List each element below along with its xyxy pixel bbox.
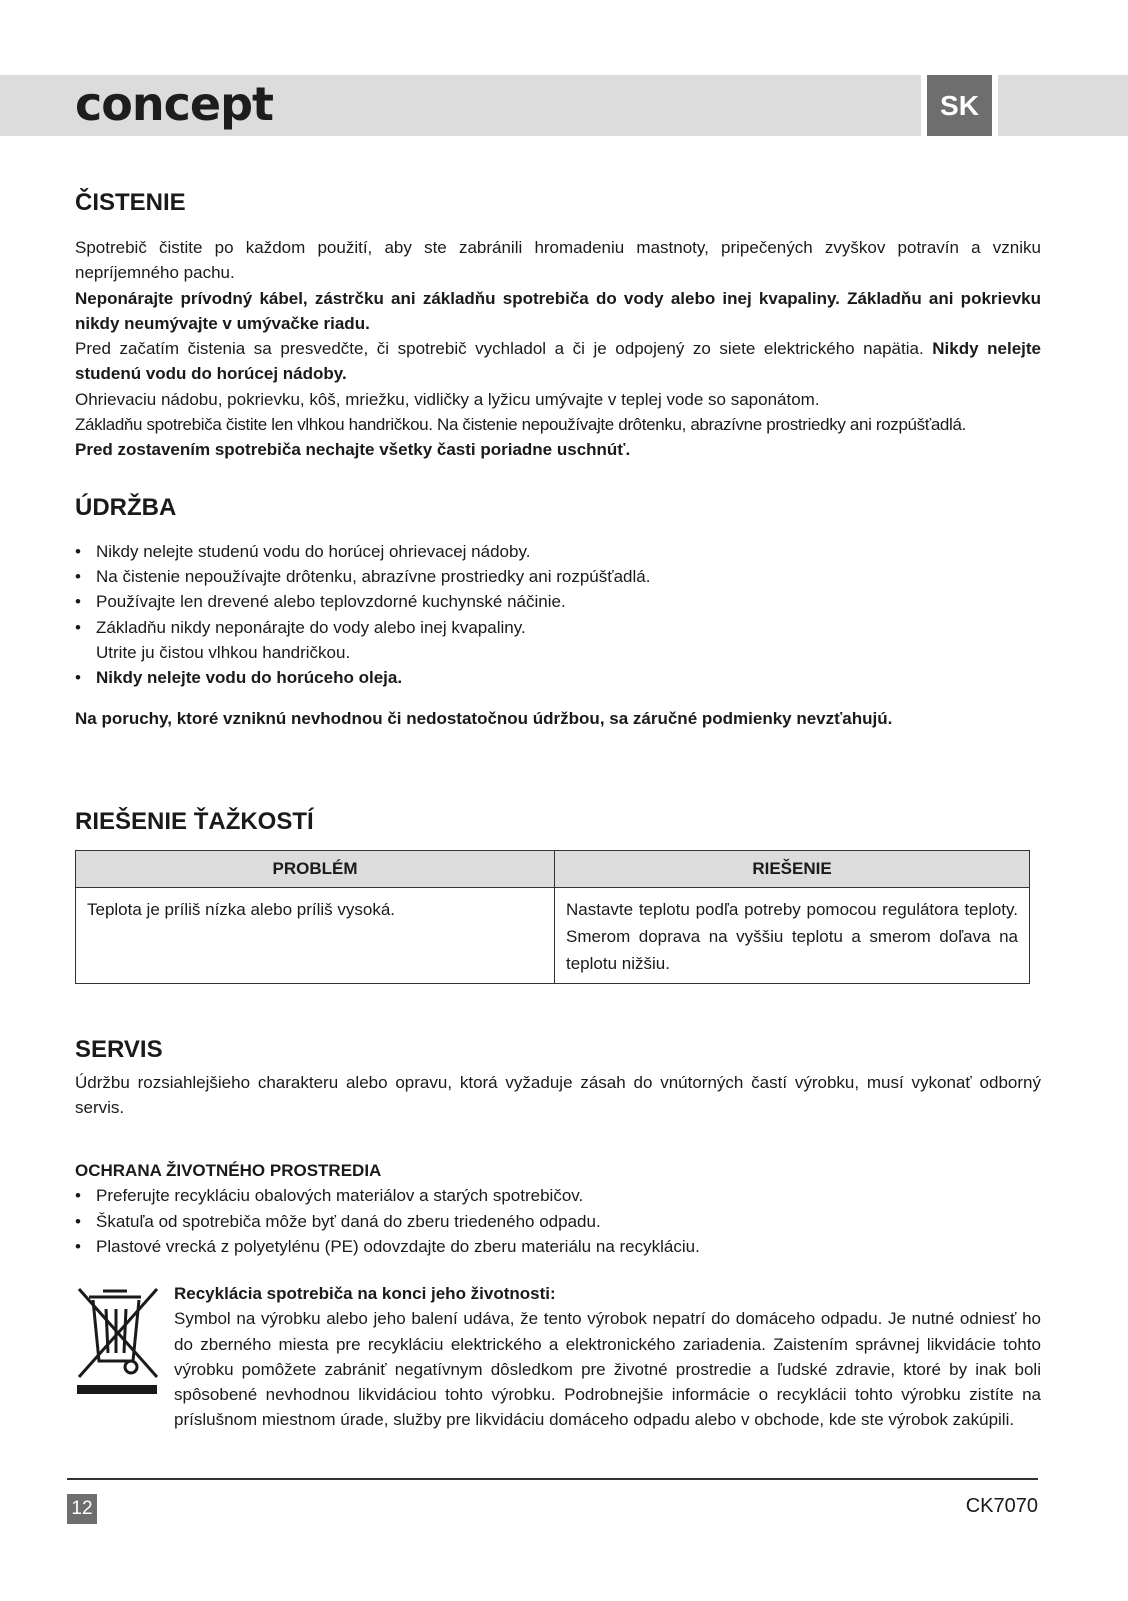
cleaning-warning-text: Pred zostavením spotrebiča nechajte všetky časti poriadne uschnúť. [75,440,631,460]
list-item-text: Nikdy nelejte vodu do horúceho oleja. [96,668,403,688]
problem-cell: Teplota je príliš nízka alebo príliš vysoká. [76,887,555,983]
cleaning-warning-text: Neponárajte prívodný kábel, zástrčku ani základňu spotrebiča do vody alebo inej kvapaliny. Základňu ani pokrievku nikdy neumývajte v umývačke riadu. [75,288,1041,333]
list-item [75,564,1041,589]
list-item [75,539,1041,564]
footer-divider [67,1478,1038,1480]
bullet-icon: • [75,1236,81,1256]
page-number: 12 [67,1494,97,1524]
list-item [75,1209,1041,1234]
table-row [76,887,1030,983]
environment-list [75,1183,1041,1259]
list-item-text: Základňu nikdy neponárajte do vody alebo inej kvapaliny. [96,617,526,637]
recycling-text-block [174,1281,1041,1432]
troubleshooting-table [75,850,1030,984]
cleaning-paragraph: Základňu spotrebiča čistite len vlhkou handričkou. Na čistenie nepoužívajte drôtenku, abrazívne prostriedky ani rozpúšťadlá. [75,415,966,435]
list-item-text: Používajte len drevené alebo teplovzdorné kuchynské náčinie. [96,592,566,612]
bullet-icon: • [75,566,81,586]
maintenance-list [75,539,1041,691]
list-item-text: Na čistenie nepoužívajte drôtenku, abrazívne prostriedky ani rozpúšťadlá. [96,566,651,586]
language-badge: SK [927,75,992,136]
list-item [75,1183,1041,1208]
cleaning-paragraph [75,336,1041,387]
service-title: SERVIS [75,1035,163,1063]
model-number: CK7070 [965,1495,1038,1517]
column-header-problem: PROBLÉM [76,850,555,887]
page-content [75,185,1041,1433]
solution-cell: Nastavte teplotu podľa potreby pomocou regulátora teploty. Smerom doprava na vyššiu teplotu a smerom doľava na teplotu nižšiu. [555,887,1030,983]
bullet-icon: • [75,1211,81,1231]
warranty-note [75,706,1041,731]
troubleshooting-section [75,804,1041,984]
maintenance-section [75,490,1041,732]
recycling-block [75,1281,1041,1432]
service-section [75,1032,1041,1121]
list-item-text: Nikdy nelejte studenú vodu do horúcej ohrievacej nádoby. [96,541,531,561]
weee-crossed-bin-icon [75,1281,161,1396]
bullet-icon: • [75,617,81,637]
list-item-text: Preferujte recykláciu obalových materiálov a starých spotrebičov. [96,1186,584,1206]
maintenance-title: ÚDRŽBA [75,493,177,521]
list-item-text: Škatuľa od spotrebiča môže byť daná do zberu triedeného odpadu. [96,1211,601,1231]
header-divider [992,75,998,136]
recycling-title: Recyklácia spotrebiča na konci jeho životnosti: [174,1284,556,1304]
cleaning-warning [75,437,1041,462]
cleaning-section [75,185,1041,463]
service-text: Údržbu rozsiahlejšieho charakteru alebo opravu, ktorá vyžaduje zásah do vnútorných častí výrobku, musí vykonať odborný servis. [75,1072,1041,1118]
cleaning-text: Pred začatím čistenia sa presvedčte, či spotrebič vychladol a či je odpojený zo siete elektrického napätia. [75,339,924,359]
recycling-text: Symbol na výrobku alebo jeho balení udáva, že tento výrobok nepatrí do domáceho odpadu. Je nutné odniesť ho do zberného miesta pre recykláciu elektrického a elektronického zariadenia. Zaistením správnej likvidácie tohto výrobku pomôžete zabrániť negatívnym dôsledkom pre životné prostredie a ľudské zdravie, ktoré by inak boli spôsobené nevhodnou likvidáciou tohto výrobku. Podrobnejšie informácie o recyklácii tohto výrobku zistíte na príslušnom miestnom úrade, služby pre likvidáciu domáceho odpadu alebo v obchode, kde ste výrobok zakúpili. [174,1309,1041,1430]
bullet-icon: • [75,1186,81,1206]
cleaning-warning [75,286,1041,337]
list-item [75,615,1041,666]
list-item-text: Utrite ju čistou vlhkou handričkou. [96,642,351,662]
cleaning-paragraph: Spotrebič čistite po každom použití, aby ste zabránili hromadeniu mastnoty, pripečených zvyškov potravín a vzniku nepríjemného pachu. [75,238,1041,283]
cleaning-warning-text: Nikdy nelejte studenú vodu do horúcej nádoby. [75,339,1041,384]
list-item [75,589,1041,614]
warranty-note-text: Na poruchy, ktoré vzniknú nevhodnou či nedostatočnou údržbou, sa záručné podmienky nevzťahujú. [75,709,893,729]
bullet-icon: • [75,541,81,561]
list-item [75,1234,1041,1259]
cleaning-title: ČISTENIE [75,189,186,216]
list-item [75,665,1041,690]
environment-title: OCHRANA ŽIVOTNÉHO PROSTREDIA [75,1161,382,1181]
bullet-icon: • [75,668,81,688]
bullet-icon: • [75,592,81,612]
table-header-row [76,850,1030,887]
troubleshooting-title: RIEŠENIE ŤAŽKOSTÍ [75,807,314,835]
list-item-text: Plastové vrecká z polyetylénu (PE) odovzdajte do zberu materiálu na recykláciu. [96,1236,700,1256]
brand-logo: concept [75,77,274,131]
column-header-solution: RIEŠENIE [555,850,1030,887]
cleaning-paragraph: Ohrievaciu nádobu, pokrievku, kôš, mriežku, vidličky a lyžicu umývajte v teplej vode so saponátom. [75,389,820,409]
environment-section [75,1158,1041,1432]
